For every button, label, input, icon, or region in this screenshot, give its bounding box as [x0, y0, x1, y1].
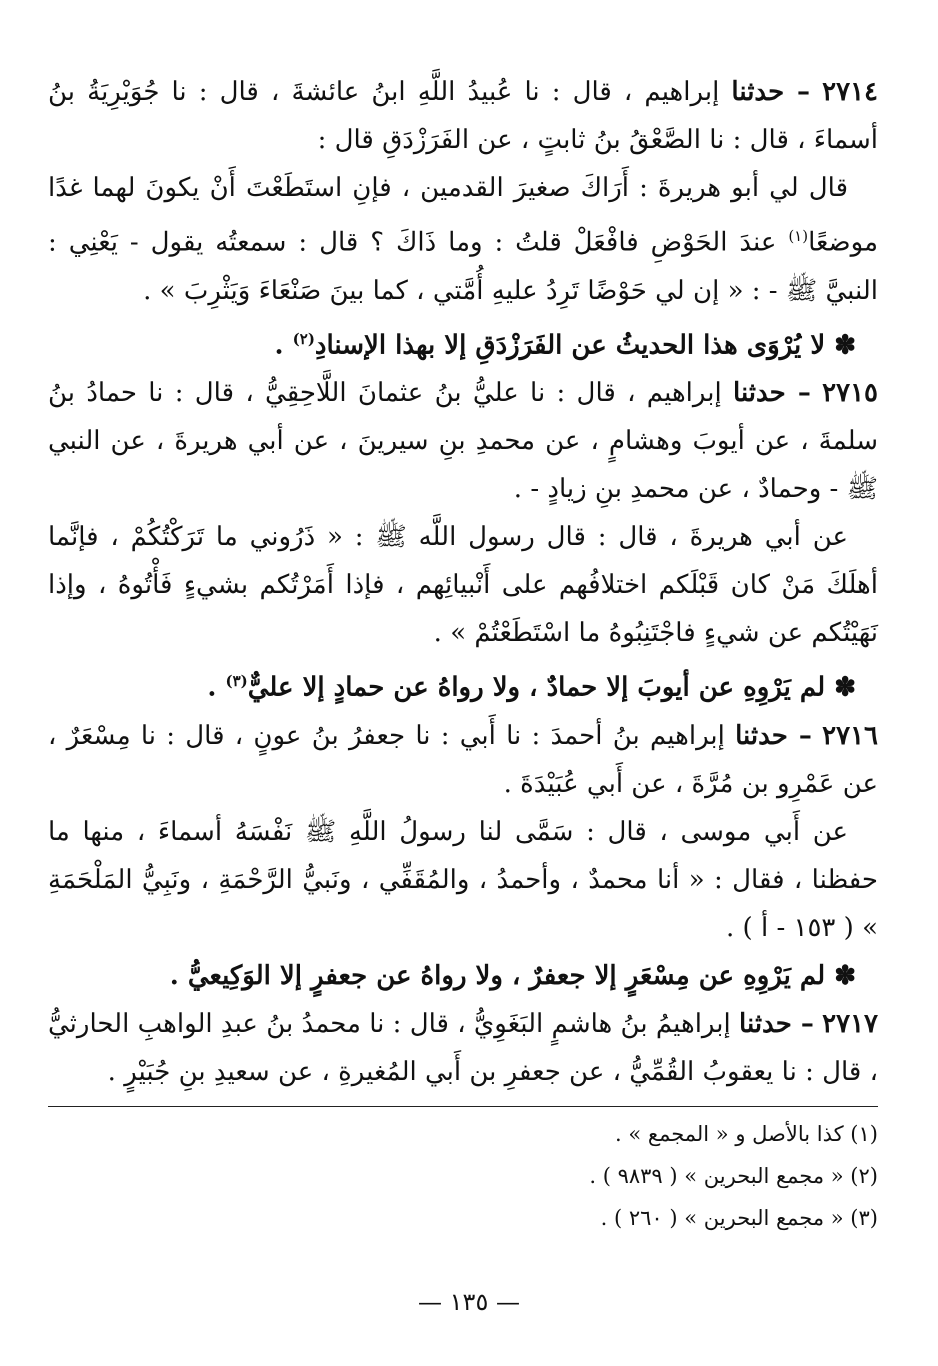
hadith-2716: [48, 712, 878, 808]
hadith-2717: [48, 1000, 878, 1096]
hadith-matn-2715: [48, 513, 878, 657]
hadith-2714: [48, 68, 878, 164]
note-end: .: [207, 672, 226, 703]
matn-text: عن أبي هريرةَ ، قال : قال رسول اللَّه ﷺ : « ذَرُوني ما تَرَكْتُكُمْ ، فإنَّما أهلَكَ مَنْ كان قَبْلَكم اختلافُهم على أَنْبيائِهم ، فإذا أَمَرْتُكم بشيءٍ فَأْتُوهُ ، وإذا نَهَيْتُكم عن شيءٍ فاجْتَنِبُوهُ ما اسْتَطَعْتُمْ » .: [48, 522, 878, 649]
hadith-number: ٢٧١٤: [822, 77, 879, 107]
hadith-isnad: إبراهيمُ بنُ هاشمٍ البَغَوِيُّ ، قال : نا محمدُ بنُ عبدِ الواهبِ الحارثيُّ ، قال : نا يعقوبُ القُمِّيُّ ، عن جعفرِ بن أَبي المُغيرةِ ، عن سعيدِ بنِ جُبَيْرٍ .: [48, 1008, 878, 1087]
editor-note-2716: [48, 952, 878, 1000]
hadith-matn-2714: [48, 164, 878, 315]
footnote-ref: (٣): [225, 672, 248, 691]
editor-note-2714: [48, 315, 878, 370]
note-text: ✽ لم يَرْوِهِ عن مِسْعَرٍ إلا جعفرٌ ، ولا رواهُ عن جعفرٍ إلا الوَكِيعيُّ .: [169, 960, 856, 991]
hadith-number: ٢٧١٧: [822, 1008, 879, 1039]
hadith-lead: – حدثنا: [733, 378, 811, 409]
hadith-isnad: إبراهيم ، قال : نا عليُّ بنُ عثمانَ اللَّاحِقِيُّ ، قال : نا حمادُ بنُ سلمةَ ، عن أيوبَ وهشامٍ ، عن محمدِ بنِ سيرينَ ، عن أبي هريرةَ ، عن النبي ﷺ - وحمادٌ ، عن محمدِ بنِ زيادٍ - .: [48, 378, 878, 505]
hadith-number: ٢٧١٦: [822, 720, 878, 751]
footnote-ref: (١): [788, 227, 809, 245]
hadith-number: ٢٧١٥: [822, 378, 879, 409]
hadith-lead: – حدثنا: [739, 1008, 814, 1039]
page-number: — ١٣٥ —: [418, 1288, 520, 1316]
hadith-2715: [48, 369, 878, 513]
matn-text-cont: عندَ الحَوْضِ فافْعَلْ قلتُ : وما ذَاكَ ؟ قال : سمعتُه يقول - يَعْنِي : النبيَّ ﷺ - : « إن لي حَوْضًا تَرِدُ عليهِ أُمَّتي ، كما بينَ صَنْعَاءَ وَيَثْرِبَ » .: [48, 227, 878, 306]
hadith-matn-2716: [48, 808, 878, 952]
footnote-1: (١) كذا بالأصل و « المجمع » .: [615, 1121, 878, 1146]
hadith-isnad: إبراهيم بنُ أحمدَ : نا أَبي : نا جعفرُ بنُ عونٍ ، قال : نا مِسْعَرٌ ، عن عَمْرِو بن مُرَّةَ ، عن أَبي عُبَيْدَةَ .: [48, 720, 878, 799]
note-text: ✽ لا يُرْوَى هذا الحديثُ عن الفَرَزْدَقِ إلا بهذا الإسنادِ: [314, 330, 856, 361]
footnote-ref: (٢): [292, 329, 315, 348]
hadith-lead: – حدثنا: [731, 77, 811, 107]
matn-text: قال لي أبو هريرةَ : أَرَاكَ صغيرَ القدمين ، فإنِ استَطَعْتَ أَنْ يكونَ لهما غدًا موضعًا: [48, 173, 878, 258]
matn-text: عن أَبي موسى ، قال : سَمَّى لنا رسولُ اللَّهِ ﷺ نَفْسَهُ أسماءَ ، منها ما حفظنا ، فقال : « أنا محمدٌ ، وأحمدُ ، والمُقَفِّي ، ونَبيُّ الرَّحْمَةِ ، ونَبِيُّ المَلْحَمَةِ » ( ١٥٣ - أ ) .: [48, 816, 878, 943]
hadith-isnad: إبراهيم ، قال : نا عُبيدُ اللَّهِ ابنُ عائشةَ ، قال : نا جُوَيْرِيَةُ بنُ أسماءَ ، قال : نا الصَّعْقُ بنُ ثابتٍ ، عن الفَرَزْدَقِ قال :: [48, 77, 878, 155]
note-text: ✽ لم يَرْوِهِ عن أيوبَ إلا حمادٌ ، ولا رواهُ عن حمادٍ إلا عليٌّ: [247, 672, 856, 703]
note-end: .: [274, 330, 293, 361]
footnote-2: (٢) « مجمع البحرين » ( ٩٨٣٩ ) .: [589, 1163, 878, 1188]
footnote-divider: [48, 1106, 878, 1107]
editor-note-2715: [48, 657, 878, 712]
footnote-3: (٣) « مجمع البحرين » ( ٢٦٠ ) .: [600, 1205, 878, 1230]
hadith-lead: – حدثنا: [735, 720, 812, 751]
